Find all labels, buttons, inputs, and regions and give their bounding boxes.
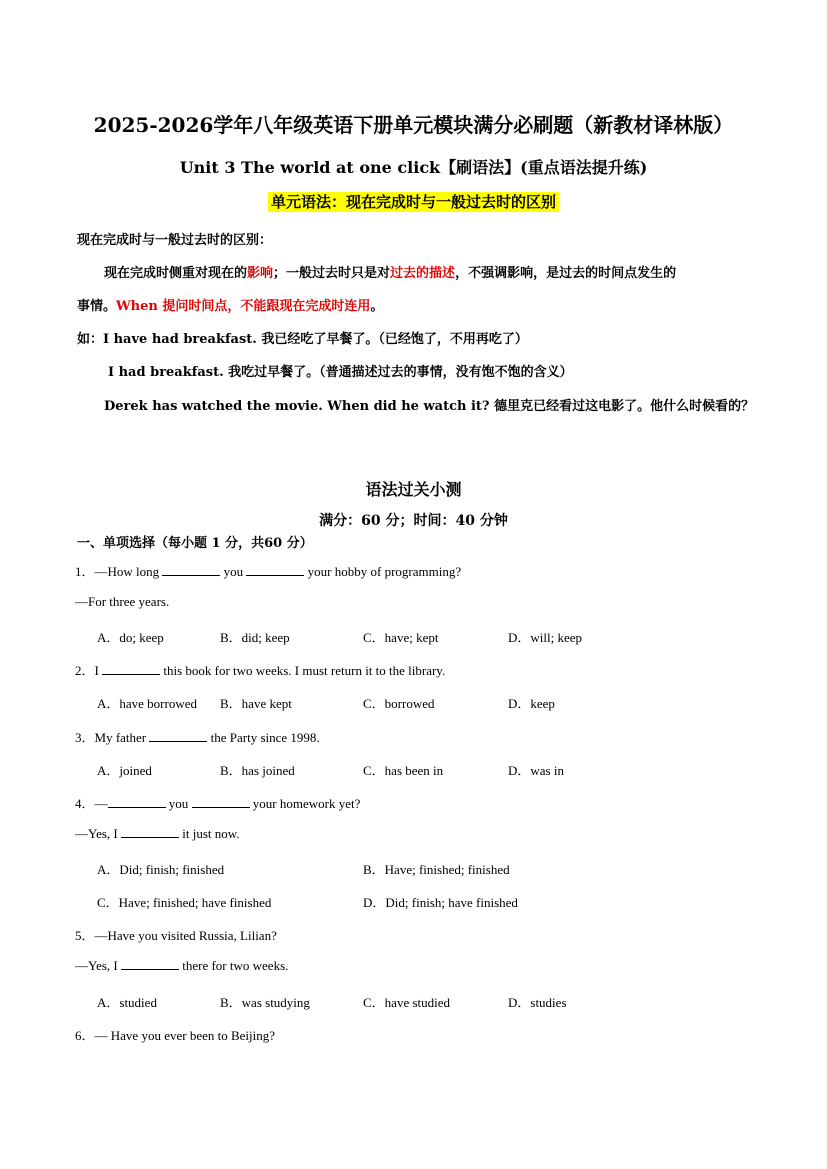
- question-text: I: [94, 663, 103, 678]
- option-d[interactable]: D．was in: [508, 763, 564, 778]
- option-b[interactable]: B．was studying: [220, 995, 310, 1010]
- grammar-text: 。: [370, 299, 384, 314]
- answer-blank[interactable]: [246, 564, 304, 576]
- question-text: —: [94, 796, 108, 811]
- question-text: you: [165, 796, 192, 811]
- quiz-title: 语法过关小测: [365, 480, 462, 499]
- grammar-text: ，不强调影响，是过去的时间点发生的: [455, 266, 677, 281]
- question-number: 3．: [75, 730, 95, 745]
- option-a[interactable]: A．studied: [97, 995, 157, 1010]
- grammar-heading: 现在完成时与一般过去时的区别：: [77, 233, 273, 248]
- question-6: [75, 1025, 275, 1044]
- question-text: —Yes, I: [75, 826, 121, 841]
- answer-blank[interactable]: [102, 663, 160, 675]
- question-text: —Have you visited Russia, Lilian?: [94, 928, 277, 943]
- option-b[interactable]: B．have kept: [220, 696, 292, 711]
- question-4-reply: [75, 826, 240, 842]
- option-c[interactable]: C．have; kept: [363, 630, 439, 645]
- grammar-key-rule: When 提问时间点，不能跟现在完成时连用: [116, 299, 371, 314]
- option-c[interactable]: C．has been in: [363, 763, 444, 778]
- option-d[interactable]: D．studies: [508, 995, 567, 1010]
- question-text: —How long: [94, 564, 163, 579]
- question-text: — Have you ever been to Beijing?: [94, 1028, 276, 1043]
- question-number: 4．: [75, 796, 95, 811]
- option-a[interactable]: A．Did; finish; finished: [97, 862, 225, 877]
- answer-blank[interactable]: [162, 564, 220, 576]
- option-b[interactable]: B．did; keep: [220, 630, 290, 645]
- question-number: 1．: [75, 564, 95, 579]
- grammar-text: 现在完成时侧重对现在的: [104, 266, 248, 281]
- option-d[interactable]: D．Did; finish; have finished: [363, 895, 518, 910]
- question-1: [75, 561, 461, 580]
- question-text: you: [220, 564, 247, 579]
- unit-subtitle: Unit 3 The world at one click【刷语法】(重点语法提升练): [179, 158, 648, 177]
- question-text: My father: [94, 730, 150, 745]
- section-heading: 一、单项选择（每小题 1 分，共60 分）: [77, 536, 313, 551]
- question-text: the Party since 1998.: [207, 730, 320, 745]
- option-a[interactable]: A．do; keep: [97, 630, 164, 645]
- example-2: I had breakfast. 我吃过早餐了。（普通描述过去的事情，没有饱不饱的含义）: [108, 365, 573, 380]
- document-title: 2025-2026学年八年级英语下册单元模块满分必刷题（新教材译林版）: [93, 113, 734, 137]
- option-b[interactable]: B．has joined: [220, 763, 295, 778]
- answer-blank[interactable]: [149, 730, 207, 742]
- question-text: your hobby of programming?: [304, 564, 462, 579]
- option-d[interactable]: D．keep: [508, 696, 555, 711]
- grammar-key-term: 影响: [247, 266, 274, 281]
- answer-blank[interactable]: [108, 796, 166, 808]
- example-3: Derek has watched the movie. When did he watch it? 德里克已经看过这电影了。他什么时候看的？: [104, 399, 755, 414]
- question-text: it just now.: [179, 826, 240, 841]
- option-c[interactable]: C．Have; finished; have finished: [97, 895, 272, 910]
- answer-blank[interactable]: [121, 958, 179, 970]
- question-3: [75, 727, 320, 746]
- question-4: [75, 793, 360, 812]
- question-text: this book for two weeks. I must return it to the library.: [160, 663, 446, 678]
- grammar-text: ；一般过去时只是对: [273, 266, 391, 281]
- quiz-score-time: 满分：60 分；时间：40 分钟: [319, 513, 508, 529]
- question-text: your homework yet?: [249, 796, 361, 811]
- option-a[interactable]: A．have borrowed: [97, 696, 197, 711]
- question-2: [75, 660, 445, 679]
- answer-blank[interactable]: [121, 826, 179, 838]
- grammar-text: 事情。: [77, 299, 117, 314]
- question-number: 6．: [75, 1028, 95, 1043]
- example-1: 如：I have had breakfast. 我已经吃了早餐了。（已经饱了，不用再吃了）: [77, 332, 528, 347]
- option-c[interactable]: C．borrowed: [363, 696, 435, 711]
- question-5-reply: [75, 958, 288, 974]
- question-number: 2．: [75, 663, 95, 678]
- option-a[interactable]: A．joined: [97, 763, 152, 778]
- option-d[interactable]: D．will; keep: [508, 630, 583, 645]
- answer-blank[interactable]: [192, 796, 250, 808]
- question-5: [75, 925, 277, 944]
- unit-grammar-banner: [0, 191, 827, 212]
- highlighted-grammar-title: 单元语法：现在完成时与一般过去时的区别: [268, 192, 559, 212]
- question-text: there for two weeks.: [179, 958, 289, 973]
- grammar-paragraph-line-1: [104, 262, 676, 281]
- question-1-reply: —For three years.: [75, 594, 170, 609]
- grammar-paragraph-line-2: [77, 295, 383, 314]
- grammar-key-term: 过去的描述: [390, 266, 456, 281]
- option-b[interactable]: B．Have; finished; finished: [363, 862, 510, 877]
- option-c[interactable]: C．have studied: [363, 995, 451, 1010]
- question-text: —Yes, I: [75, 958, 121, 973]
- question-number: 5．: [75, 928, 95, 943]
